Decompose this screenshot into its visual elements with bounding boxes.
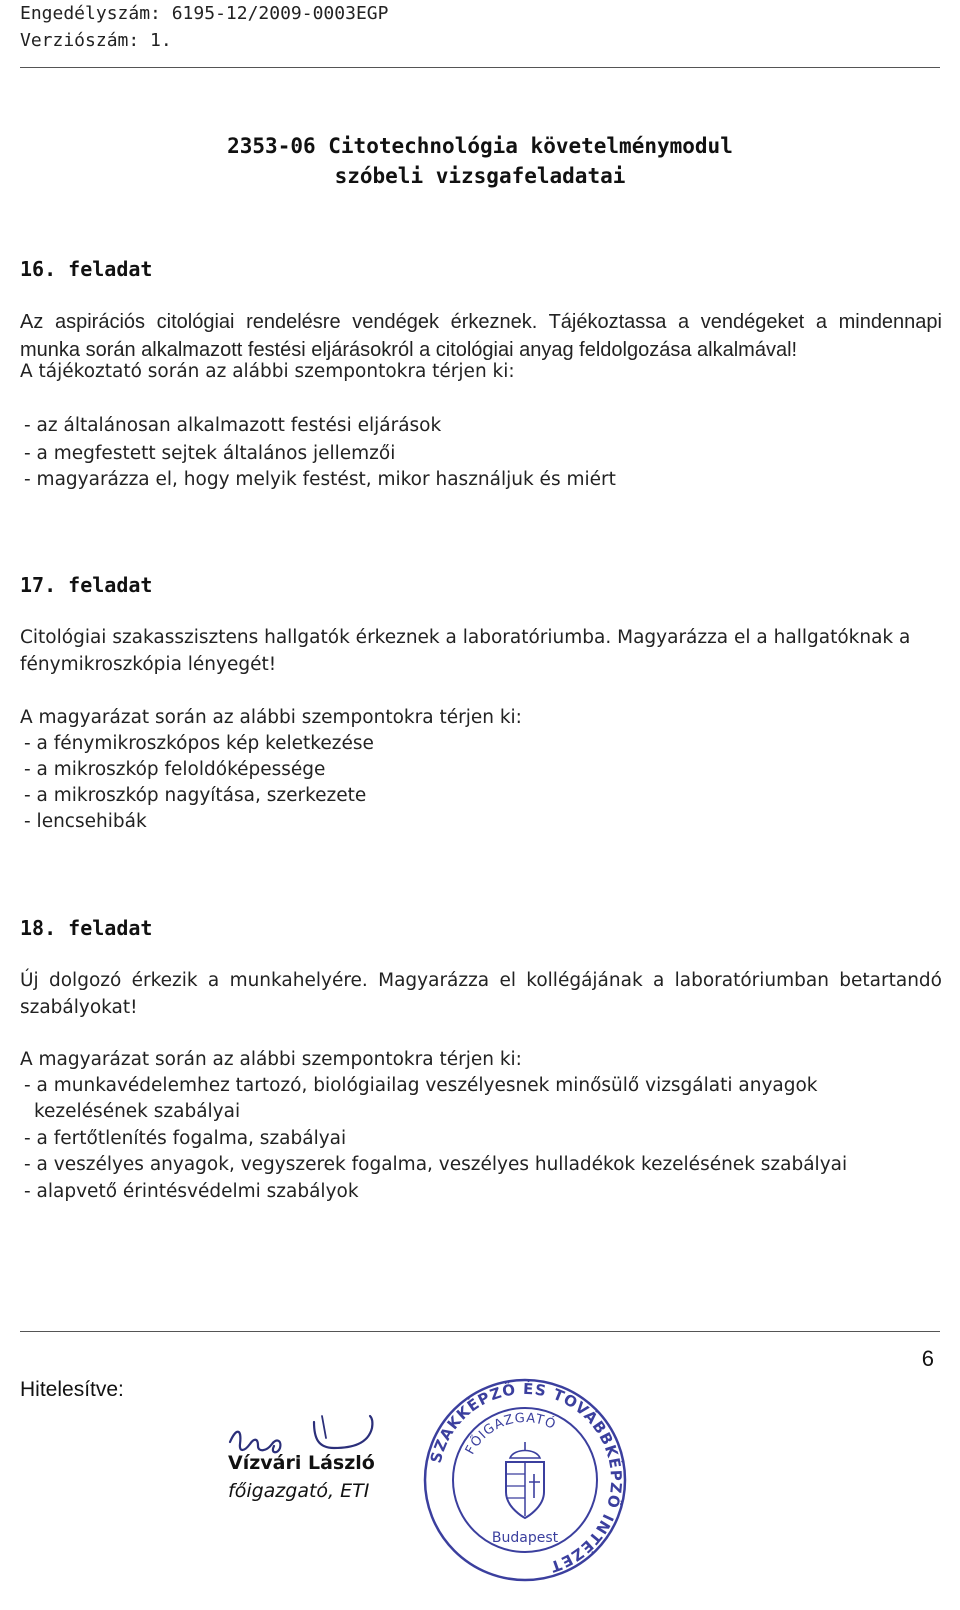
task-18-point: - a munkavédelemhez tartozó, biológiailag veszélyesnek minősülő vizsgálati anyagok bbox=[24, 1075, 818, 1096]
task-16-point: - magyarázza el, hogy melyik festést, mikor használjuk és miért bbox=[24, 469, 616, 490]
stamp-city: Budapest bbox=[491, 1530, 559, 1546]
task-17-point: - lencsehibák bbox=[24, 811, 147, 832]
task-17-point: - a fénymikroszkópos kép keletkezése bbox=[24, 733, 374, 754]
task-16-intro: Az aspirációs citológiai rendelésre vendégek érkeznek. Tájékoztassa a vendégeket a mindennapi munka során alkalmazott festési eljárásokról a citológiai anyag feldolgozása alkalmával! bbox=[20, 311, 942, 361]
license-number: Engedélyszám: 6195-12/2009-0003EGP bbox=[20, 3, 389, 24]
task-16-point: - az általánosan alkalmazott festési eljárások bbox=[24, 415, 442, 436]
task-17-point: - a mikroszkóp nagyítása, szerkezete bbox=[24, 785, 367, 806]
document-title-line2: szóbeli vizsgafeladatai bbox=[334, 164, 626, 188]
footer-divider bbox=[20, 1331, 940, 1332]
task-18-point-continuation: kezelésének szabályai bbox=[34, 1101, 241, 1122]
task-18-point: - a fertőtlenítés fogalma, szabályai bbox=[24, 1128, 347, 1149]
stamp-outer-text: SZAKKÉPZŐ ÉS TOVÁBBKÉPZŐ INTÉZET bbox=[426, 1379, 626, 1577]
task-17-intro: Citológiai szakasszisztens hallgatók érkeznek a laboratóriumba. Magyarázza el a hallgatóknak a fénymikroszkópia lényegét! bbox=[20, 627, 911, 675]
svg-text:FŐIGAZGATÓ bbox=[463, 1411, 559, 1457]
task-17-heading: 17. feladat bbox=[20, 573, 153, 597]
signer-title: főigazgató, ETI bbox=[228, 1480, 370, 1502]
signer-name: Vízvári László bbox=[228, 1452, 375, 1474]
task-18-intro: Új dolgozó érkezik a munkahelyére. Magyarázza el kollégájának a laboratóriumban betartandó szabályokat! bbox=[20, 970, 942, 1018]
header-divider bbox=[20, 67, 940, 68]
task-18-point: - alapvető érintésvédelmi szabályok bbox=[24, 1181, 359, 1202]
official-stamp bbox=[420, 1370, 630, 1594]
task-16-point: - a megfestett sejtek általános jellemzői bbox=[24, 443, 396, 464]
page-number: 6 bbox=[921, 1346, 934, 1371]
version-number: Verziószám: 1. bbox=[20, 30, 172, 51]
task-18-heading: 18. feladat bbox=[20, 916, 153, 940]
stamp-inner-text: FŐIGAZGATÓ bbox=[462, 1410, 559, 1458]
task-16-heading: 16. feladat bbox=[20, 257, 153, 281]
task-18-point: - a veszélyes anyagok, vegyszerek fogalma, veszélyes hulladékok kezelésének szabályai bbox=[24, 1154, 848, 1175]
task-17-lead: A magyarázat során az alábbi szempontokra térjen ki: bbox=[20, 707, 522, 728]
certified-label: Hitelesítve: bbox=[20, 1378, 124, 1401]
document-title-line1: 2353-06 Citotechnológia követelménymodul bbox=[227, 134, 733, 158]
task-18-lead: A magyarázat során az alábbi szempontokra térjen ki: bbox=[20, 1049, 522, 1070]
task-16-lead: A tájékoztató során az alábbi szempontokra térjen ki: bbox=[20, 361, 515, 382]
task-17-point: - a mikroszkóp feloldóképessége bbox=[24, 759, 326, 780]
